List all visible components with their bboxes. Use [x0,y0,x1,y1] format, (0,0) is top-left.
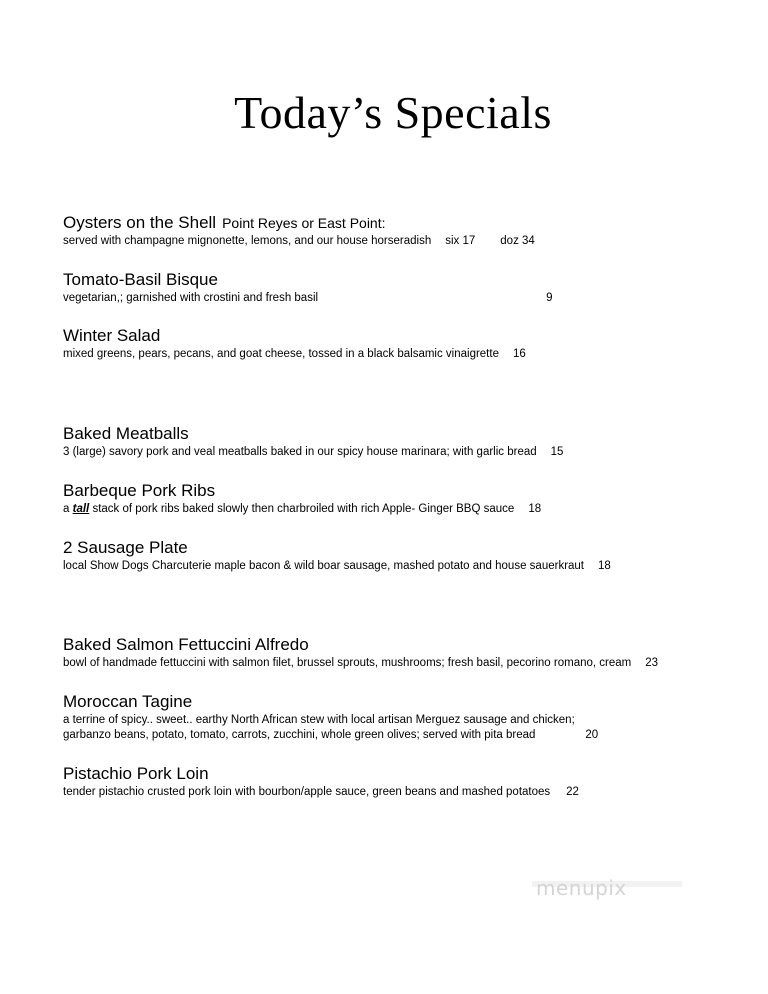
item-name: Baked Meatballs [63,424,189,443]
item-description: tender pistachio crusted pork loin with bourbon/apple sauce, green beans and mashed potatoes [63,786,551,798]
item-price: 18 [598,560,611,572]
watermark-logo: menupix [536,876,627,900]
item-price: 9 [546,292,553,304]
menu-item-bisque [63,269,552,306]
item-description: bowl of handmade fettuccini with salmon filet, brussel sprouts, mushrooms; fresh basil, pecorino romano, cream [63,657,632,669]
item-description-prefix: a [63,503,70,515]
item-price: 18 [528,503,542,515]
item-description: vegetarian,; garnished with crostini and fresh basil [63,292,319,304]
item-description: 3 (large) savory pork and veal meatballs baked in our spicy house marinara; with garlic bread [63,446,537,458]
menu-item-winter-salad [63,325,526,362]
page-title: Today’s Specials [234,87,552,138]
menu-item-oysters [63,212,535,249]
item-name: 2 Sausage Plate [63,538,188,557]
item-description-line1: a terrine of spicy.. sweet.. earthy North African stew with local artisan Merguez sausage and chicken; [63,714,575,726]
menu-item-sausage-plate [63,537,611,574]
menu-item-pork-ribs [63,480,541,517]
item-name: Tomato-Basil Bisque [63,270,218,289]
item-description: served with champagne mignonette, lemons, and our house horseradish [63,235,432,247]
item-name: Barbeque Pork Ribs [63,481,216,500]
item-description: stack of pork ribs baked slowly then charbroiled with rich Apple- Ginger BBQ sauce [92,503,515,515]
menu-item-moroccan-tagine [63,691,598,743]
menu-item-meatballs [63,423,563,460]
item-description: garbanzo beans, potato, tomato, carrots, zucchini, whole green olives; served with pita bread [63,729,536,741]
item-price-dozen: doz 34 [500,235,535,247]
item-name: Pistachio Pork Loin [63,764,209,783]
item-name: Baked Salmon Fettuccini Alfredo [63,635,309,654]
item-description: mixed greens, pears, pecans, and goat cheese, tossed in a black balsamic vinaigrette [63,348,499,360]
menu-item-pistachio-pork-loin [63,763,579,800]
item-price-six: six 17 [445,235,476,247]
menu-item-salmon-fettuccini [63,634,658,671]
item-price: 15 [550,446,564,458]
item-price: 20 [585,729,599,741]
item-description-emphasis: tall [72,503,90,515]
item-name: Oysters on the Shell [63,213,217,232]
item-name: Moroccan Tagine [63,692,193,711]
item-price: 22 [566,786,579,798]
item-price: 16 [512,348,526,360]
item-price: 23 [645,657,659,669]
item-subtitle: Point Reyes or East Point: [222,215,386,231]
item-name: Winter Salad [63,326,161,345]
item-description: local Show Dogs Charcuterie maple bacon & wild boar sausage, mashed potato and house sauerkraut [63,560,585,572]
